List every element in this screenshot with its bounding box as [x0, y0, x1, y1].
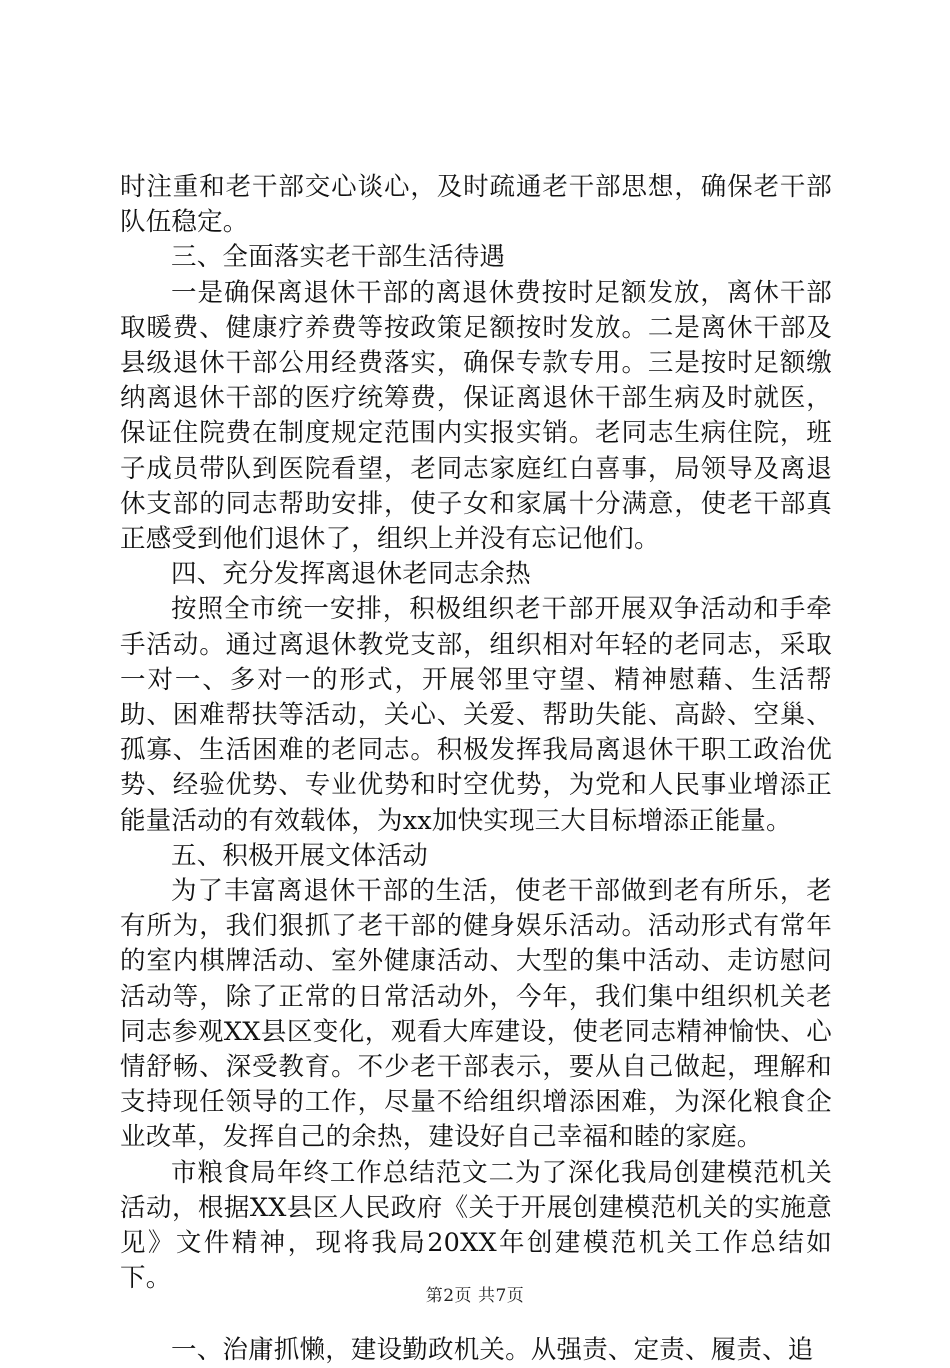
paragraph-sample-two-intro: 市粮食局年终工作总结范文二为了深化我局创建模范机关活动，根据XX县区人民政府《关于开展创建模范机关的实施意见》文件精神，现将我局20XX年创建模范机关工作总结如下。	[120, 1157, 832, 1294]
section-heading-4: 四、充分发挥离退休老同志余热	[171, 559, 531, 590]
page-number-footer: 第2页 共7页	[425, 1286, 525, 1306]
paragraph-section-one: 一、治庸抓懒，建设勤政机关。从强责、定责、履责、追	[171, 1334, 814, 1365]
paragraph-residual-energy: 按照全市统一安排，积极组织老干部开展双争活动和手牵手活动。通过离退休教党支部，组织相对年轻的老同志，采取一对一、多对一的形式，开展邻里守望、精神慰藉、生活帮助、困难帮扶等活动，关心、关爱、帮助失能、高龄、空巢、孤寡、生活困难的老同志。积极发挥我局离退休干职工政治优势、经验优势、专业优势和时空优势，为党和人民事业增添正能量活动的有效载体，为xx加快实现三大目标增添正能量。	[120, 594, 832, 836]
paragraph-continuation: 时注重和老干部交心谈心，及时疏通老干部思想，确保老干部队伍稳定。	[120, 172, 832, 238]
section-heading-3: 三、全面落实老干部生活待遇	[171, 242, 506, 273]
section-heading-5: 五、积极开展文体活动	[171, 840, 429, 871]
document-body	[120, 170, 832, 1368]
paragraph-living-benefits: 一是确保离退休干部的离退休费按时足额发放，离休干部取暖费、健康疗养费等按政策足额按时发放。二是离休干部及县级退休干部公用经费落实，确保专款专用。三是按时足额缴纳离退休干部的医疗统筹费，保证离退休干部生病及时就医，保证住院费在制度规定范围内实报实销。老同志生病住院，班子成员带队到医院看望，老同志家庭红白喜事，局领导及离退休支部的同志帮助安排，使子女和家属十分满意，使老干部真正感受到他们退休了，组织上并没有忘记他们。	[120, 277, 832, 555]
paragraph-cultural-activities: 为了丰富离退休干部的生活，使老干部做到老有所乐，老有所为，我们狠抓了老干部的健身娱乐活动。活动形式有常年的室内棋牌活动、室外健康活动、大型的集中活动、走访慰问活动等，除了正常的日常活动外，今年，我们集中组织机关老同志参观XX县区变化，观看大库建设，使老同志精神愉快、心情舒畅、深受教育。不少老干部表示，要从自己做起，理解和支持现任领导的工作，尽量不给组织增添困难，为深化粮食企业改革，发挥自己的余热，建设好自己幸福和睦的家庭。	[120, 876, 832, 1153]
